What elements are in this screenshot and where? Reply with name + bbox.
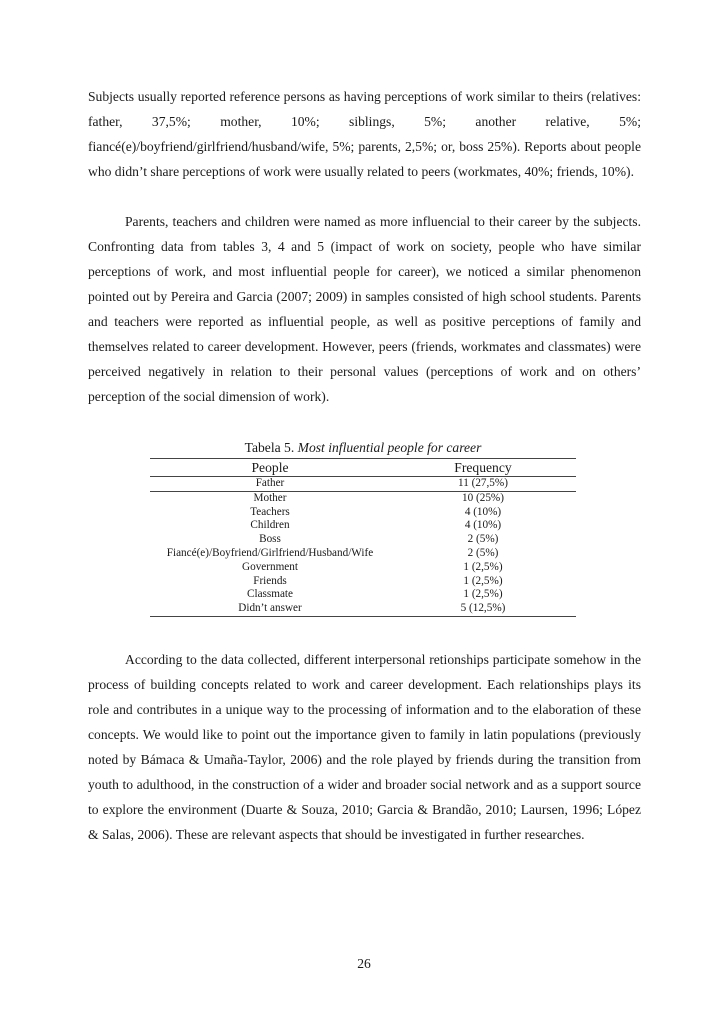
cell-frequency: 11 (27,5%) (390, 477, 576, 492)
table-row (150, 491, 576, 505)
table-row (150, 561, 576, 575)
cell-frequency: 1 (2,5%) (463, 560, 503, 573)
cell-frequency: 4 (10%) (464, 519, 502, 532)
cell-people: Teachers (250, 505, 290, 518)
table-row (150, 533, 576, 547)
cell-people: Friends (253, 574, 287, 587)
paragraph-influential-people: Parents, teachers and children were named as more influencial to their career by the subjects. Confronting data from tables 3, 4 and 5 (impact of work on society, people who have similar perceptions of work, and most influential people for career), we noticed a similar phenomenon pointed out by Pereira and Garcia (2007; 2009) in samples consisted of high school students. Parents and teachers were reported as influential people, as well as positive perceptions of family and themselves related to career development. However, peers (friends, workmates and classmates) were perceived negatively in relation to their personal values (perceptions of work and on others’ perception of the social dimension of work). (88, 214, 641, 404)
table-caption-title: Most influential people for career (297, 440, 482, 455)
cell-frequency: 1 (2,5%) (463, 588, 503, 601)
cell-people: Classmate (247, 588, 293, 601)
cell-people: Boss (259, 533, 281, 546)
column-header-people: People (150, 459, 390, 477)
cell-frequency: 1 (2,5%) (463, 574, 503, 587)
cell-people: Didn’t answer (150, 602, 390, 616)
table-row (150, 602, 576, 616)
cell-people: Government (242, 560, 298, 573)
page-number: 26 (357, 956, 371, 971)
table-row (150, 588, 576, 602)
cell-frequency: 5 (12,5%) (390, 602, 576, 616)
table-row (150, 506, 576, 520)
column-header-frequency: Frequency (390, 459, 576, 477)
table-row (150, 477, 576, 492)
cell-people: Fiancé(e)/Boyfriend/Girlfriend/Husband/Wife (166, 546, 374, 559)
table-row (150, 575, 576, 589)
table-row (150, 547, 576, 561)
cell-frequency: 2 (5%) (467, 533, 499, 546)
paragraph-reference-persons: Subjects usually reported reference persons as having perceptions of work similar to theirs (relatives: father, 37,5%; mother, 10%; siblings, 5%; another relative, 5%; fiancé(e)/boyfriend/girlfriend/husband/wife, 5%; parents, 2,5%; or, boss 25%). Reports about people who didn’t share perceptions of work were usually related to peers (workmates, 40%; friends, 10%). (88, 89, 641, 179)
cell-people: Mother (253, 491, 287, 504)
table-header-row (150, 459, 576, 477)
paragraph-interpersonal-relationships: According to the data collected, different interpersonal retionships participate somehow in the process of building concepts related to work and career development. Each relationships plays its role and contributes in a unique way to the processing of information and to the elaboration of these concepts. We would like to point out the importance given to family in latin populations (previously noted by Bámaca & Umaña-Taylor, 2006) and the role played by friends during the transition from youth to adulthood, in the construction of a wider and broader social network and as a support source to explore the environment (Duarte & Souza, 2010; Garcia & Brandão, 2010; Laursen, 1996; López & Salas, 2006). These are relevant aspects that should be investigated in further researches. (88, 652, 641, 842)
cell-frequency: 4 (10%) (464, 505, 502, 518)
table-caption (150, 440, 576, 456)
table-row (150, 519, 576, 533)
cell-people: Father (150, 477, 390, 492)
cell-people: Children (250, 519, 290, 532)
cell-frequency: 10 (25%) (462, 491, 504, 504)
table-caption-label: Tabela 5. (244, 440, 295, 455)
cell-frequency: 2 (5%) (467, 546, 499, 559)
influential-people-table (150, 458, 576, 617)
